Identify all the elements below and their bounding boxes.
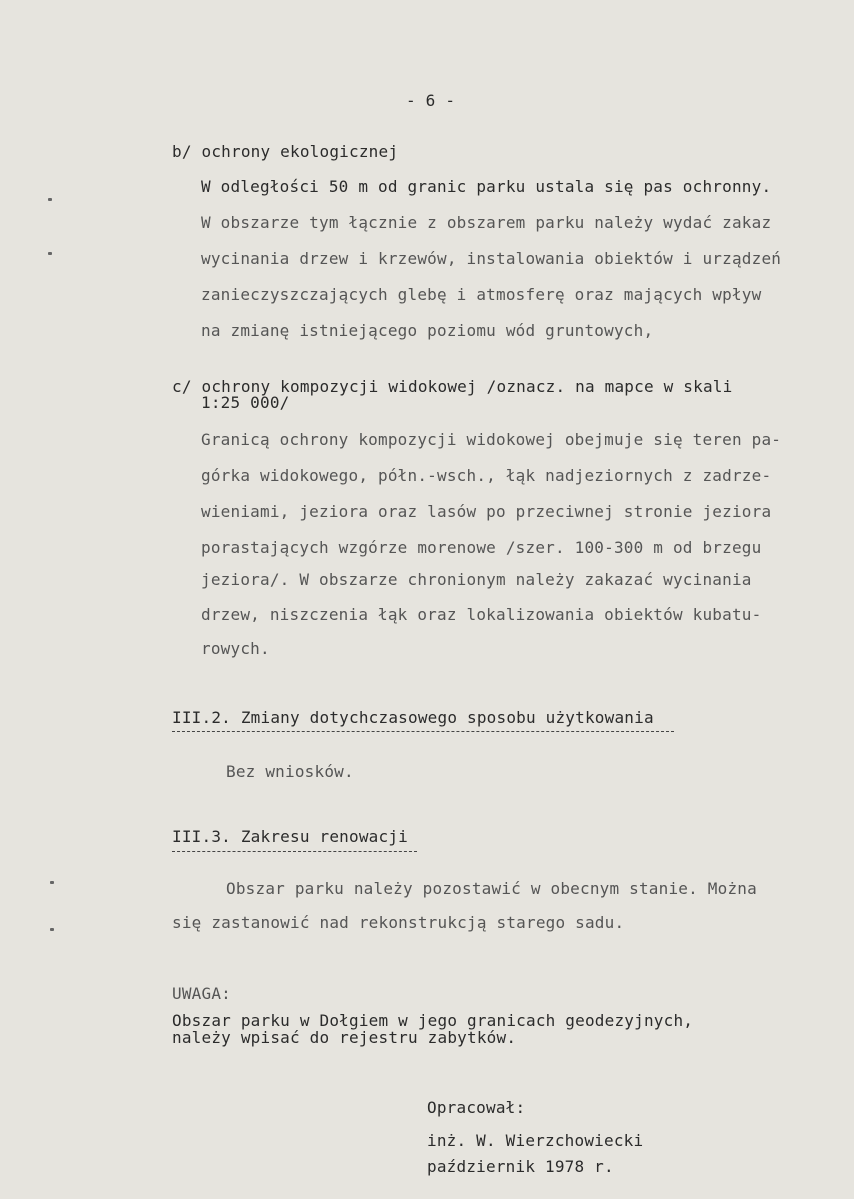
signature-name: inż. W. Wierzchowiecki <box>427 1131 644 1150</box>
signature-label: Opracował: <box>427 1098 526 1117</box>
section-b-heading: b/ ochrony ekologicznej <box>172 142 399 161</box>
section-iii2-body: Bez wniosków. <box>226 762 354 781</box>
section-c-line: rowych. <box>201 639 270 658</box>
section-c-line: Granicą ochrony kompozycji widokowej obejmuje się teren pa- <box>201 430 782 449</box>
note-label: UWAGA: <box>172 984 231 1003</box>
section-c-heading: 1:25 000/ <box>201 393 290 412</box>
section-iii2-underline <box>172 731 674 732</box>
section-iii3-line: Obszar parku należy pozostawić w obecnym stanie. Można <box>226 879 757 898</box>
margin-speck <box>50 928 54 931</box>
section-c-line: jeziora/. W obszarze chronionym należy zakazać wycinania <box>201 570 752 589</box>
section-iii3-underline <box>172 851 417 852</box>
section-c-line: drzew, niszczenia łąk oraz lokalizowania obiektów kubatu- <box>201 605 762 624</box>
section-iii3-heading: III.3. Zakresu renowacji <box>172 827 408 846</box>
section-b-line: na zmianę istniejącego poziomu wód gruntowych, <box>201 321 654 340</box>
section-iii3-line: się zastanowić nad rekonstrukcją starego sadu. <box>172 913 625 932</box>
margin-speck <box>48 198 52 201</box>
signature-date: październik 1978 r. <box>427 1157 614 1176</box>
section-c-line: wieniami, jeziora oraz lasów po przeciwnej stronie jeziora <box>201 502 772 521</box>
section-b-line: zanieczyszczających glebę i atmosferę oraz mających wpływ <box>201 285 762 304</box>
section-b-line: W odległości 50 m od granic parku ustala się pas ochronny. <box>201 177 772 196</box>
note-line: Obszar parku w Dołgiem w jego granicach geodezyjnych, <box>172 1011 694 1030</box>
section-c-line: porastających wzgórze morenowe /szer. 100-300 m od brzegu <box>201 538 762 557</box>
section-c-heading: c/ ochrony kompozycji widokowej /oznacz. na mapce w skali <box>172 377 733 396</box>
section-b-line: wycinania drzew i krzewów, instalowania obiektów i urządzeń <box>201 249 782 268</box>
margin-speck <box>48 252 52 255</box>
margin-speck <box>50 881 54 884</box>
section-b-line: W obszarze tym łącznie z obszarem parku należy wydać zakaz <box>201 213 772 232</box>
page-number: - 6 - <box>406 91 456 110</box>
section-iii2-heading: III.2. Zmiany dotychczasowego sposobu użytkowania <box>172 708 654 727</box>
note-line: należy wpisać do rejestru zabytków. <box>172 1028 517 1047</box>
section-c-line: górka widokowego, półn.-wsch., łąk nadjeziornych z zadrze- <box>201 466 772 485</box>
